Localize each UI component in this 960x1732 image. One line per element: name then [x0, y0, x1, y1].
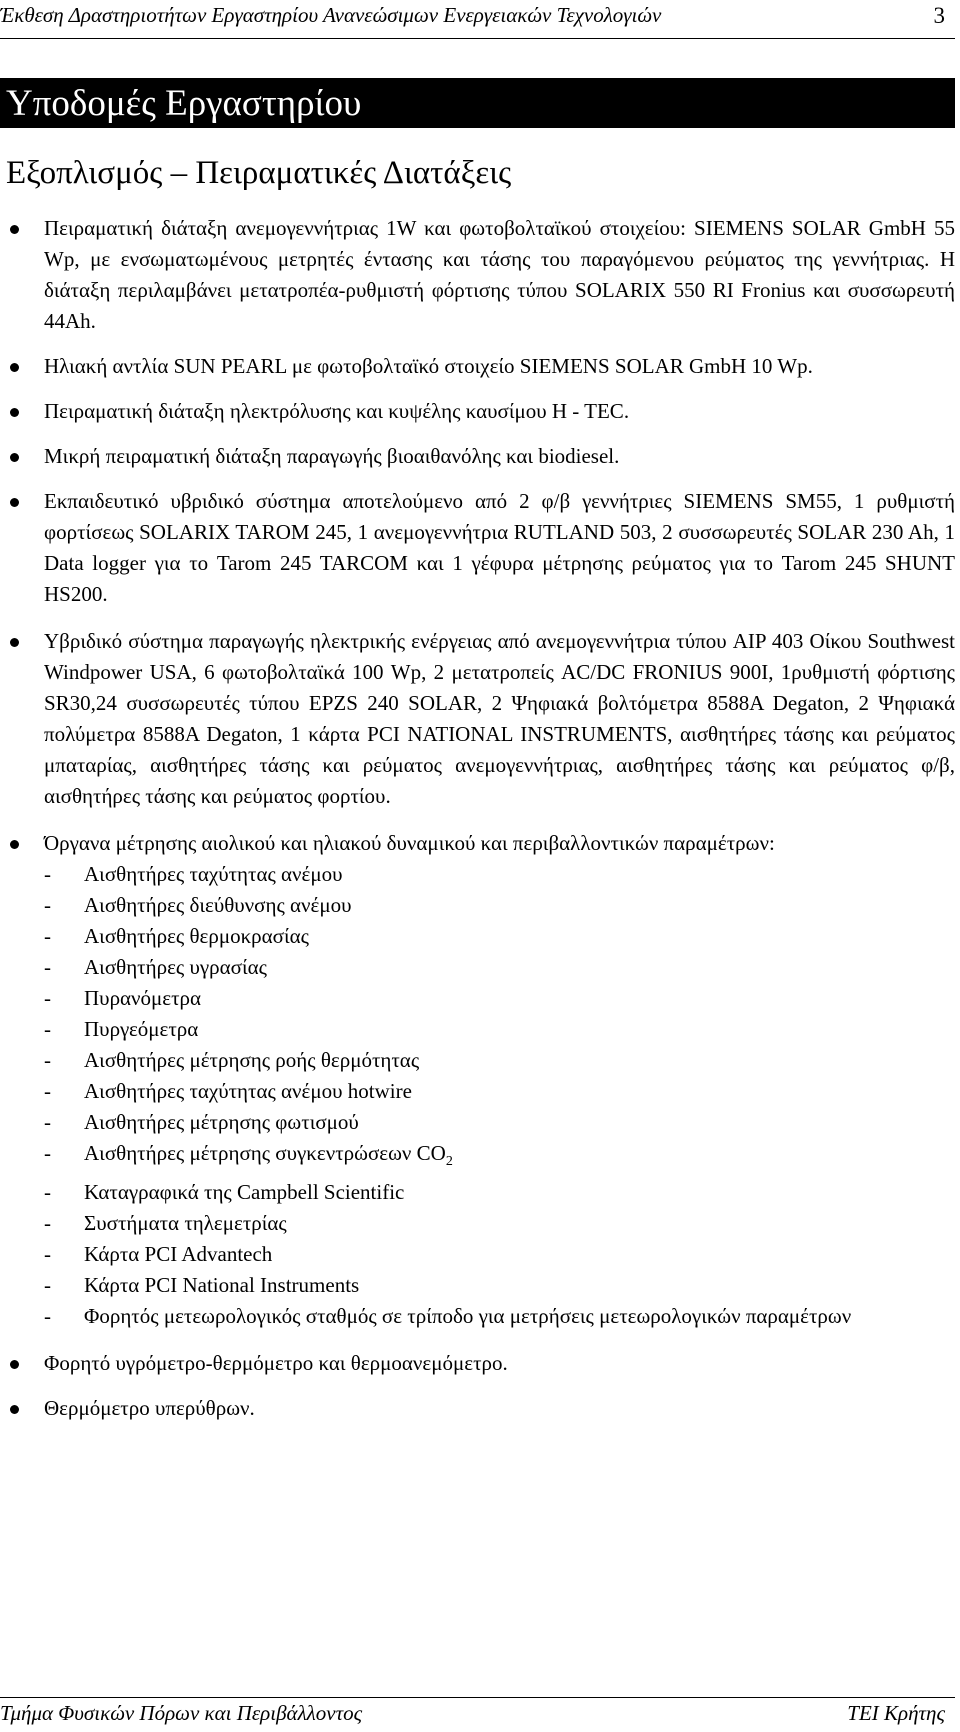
- list-item: [0, 486, 955, 610]
- instrument-item: - Αισθητήρες υγρασίας: [44, 955, 267, 979]
- bullet-icon: [10, 498, 19, 507]
- list-item: [0, 1393, 955, 1424]
- section-title: Υποδομές Εργαστηρίου: [6, 83, 362, 124]
- instrument-item: - Πυργεόμετρα: [44, 1017, 199, 1041]
- list-item-text: Πειραματική διάταξη ανεμογεννήτριας 1W και φωτοβολταϊκού στοιχείου: SIEMENS SOLAR GmbH 55 Wp, με ενσωματωμένους μετρητές έντασης και τάσης του παραγόμενου ρεύματος της γεννήτριας. Η διάταξη περιλαμβάνει μετατροπέα-ρυθμιστή φόρτισης τύπου SOLARIX 550 RI Fronius και συσσωρευτή 44Ah.: [44, 216, 955, 333]
- instrument-item: - Αισθητήρες μέτρησης συγκεντρώσεων $CO_2$: [44, 1141, 453, 1170]
- list-item: [0, 213, 955, 337]
- list-item-text: Θερμόμετρο υπερύθρων.: [44, 1396, 255, 1421]
- subsection-title: Εξοπλισμός – Πειραματικές Διατάξεις: [6, 155, 512, 191]
- list-item: [0, 396, 955, 427]
- list-item-text: Εκπαιδευτικό υβριδικό σύστημα αποτελούμενο από 2 φ/β γεννήτριες SIEMENS SM55, 1 ρυθμιστή φορτίσεως SOLARIX TAROM 245, 1 ανεμογεννήτρια RUTLAND 503, 2 συσσωρευτές SOLAR 230 Ah, 1 Data logger για το Tarom 245 TARCOM και 1 γέφυρα μέτρησης ρεύματος για το Tarom 245 SHUNT HS200.: [44, 489, 955, 606]
- list-item-text: Φορητό υγρόμετρο-θερμόμετρο και θερμοανεμόμετρο.: [44, 1351, 508, 1376]
- list-item: [0, 351, 955, 382]
- page-number: 3: [933, 3, 945, 28]
- instrument-item: - Συστήματα τηλεμετρίας: [44, 1211, 287, 1236]
- bullet-icon: [10, 638, 19, 647]
- instrument-item: - Καταγραφικά της Campbell Scientific: [44, 1180, 405, 1205]
- instrument-item: - Αισθητήρες μέτρησης φωτισμού: [44, 1110, 359, 1134]
- running-footer: [0, 1697, 955, 1732]
- instruments-intro: Όργανα μέτρησης αιολικού και ηλιακού δυναμικού και περιβαλλοντικών παραμέτρων:: [44, 831, 775, 855]
- footer-department: Τμήμα Φυσικών Πόρων και Περιβάλλοντος: [0, 1701, 363, 1725]
- instrument-item: - Κάρτα PCI Advantech: [44, 1242, 273, 1267]
- bullet-icon: [10, 1360, 19, 1369]
- list-item-text: Πειραματική διάταξη ηλεκτρόλυσης και κυψέλης καυσίμου H - TEC.: [44, 399, 630, 423]
- bullet-icon: [10, 453, 19, 462]
- instrument-item: - Αισθητήρες ταχύτητας ανέμου: [44, 862, 343, 886]
- section-heading-bar: [0, 78, 955, 128]
- list-item: [0, 441, 955, 472]
- instrument-list: [44, 859, 955, 1332]
- running-header: [0, 0, 955, 39]
- instrument-item: - Αισθητήρες διεύθυνσης ανέμου: [44, 893, 352, 917]
- instrument-item: - Αισθητήρες θερμοκρασίας: [44, 924, 309, 948]
- list-item-text: Μικρή πειραματική διάταξη παραγωγής βιοαιθανόλης και biodiesel.: [44, 444, 620, 468]
- equipment-list: [0, 213, 955, 1440]
- bullet-icon: [10, 1405, 19, 1414]
- bullet-icon: [10, 408, 19, 417]
- instrument-item: - Αισθητήρες ταχύτητας ανέμου hotwire: [44, 1079, 412, 1103]
- bullet-icon: [10, 225, 19, 234]
- instrument-item: - Πυρανόμετρα: [44, 986, 202, 1010]
- list-item-text: Υβριδικό σύστημα παραγωγής ηλεκτρικής ενέργειας από ανεμογεννήτρια τύπου AIP 403 Οίκου Southwest Windpower USA, 6 φωτοβολταϊκά 100 Wp, 2 μετατροπείς AC/DC FRONIUS 900I, 1ρυθμιστή φόρτισης SR30,24 συσσωρευτές τύπου EPZS 240 SOLAR, 2 Ψηφιακά βολτόμετρα 8588A Degaton, 2 Ψηφιακά πολύμετρα 8588A Degaton, 1 κάρτα PCI NATIONAL INSTRUMENTS, αισθητήρες τάσης και ρεύματος μπαταρίας, αισθητήρες τάσης και ρεύματος ανεμογεννήτριας, αισθητήρες τάσης και ρεύματος φ/β, αισθητήρες τάσης και ρεύματος φορτίου.: [44, 629, 955, 808]
- instrument-item: - Αισθητήρες μέτρησης ροής θερμότητας: [44, 1048, 420, 1072]
- list-item: [0, 626, 955, 812]
- bullet-icon: [10, 840, 19, 849]
- list-item-text: Ηλιακή αντλία SUN PEARL με φωτοβολταϊκό στοιχείο SIEMENS SOLAR GmbH 10 Wp.: [44, 354, 813, 378]
- co2-subscript: 2: [445, 1154, 453, 1170]
- list-item: [0, 1348, 955, 1379]
- instrument-item: - Φορητός μετεωρολογικός σταθμός σε τρίποδο για μετρήσεις μετεωρολογικών παραμέτρων: [44, 1304, 852, 1329]
- footer-institution: ΤΕΙ Κρήτης: [847, 1701, 945, 1725]
- header-title: Έκθεση Δραστηριοτήτων Εργαστηρίου Ανανεώσιμων Ενεργειακών Τεχνολογιών: [0, 3, 662, 27]
- list-item: [0, 828, 955, 1332]
- bullet-icon: [10, 363, 19, 372]
- instrument-item: - Κάρτα PCI National Instruments: [44, 1273, 360, 1298]
